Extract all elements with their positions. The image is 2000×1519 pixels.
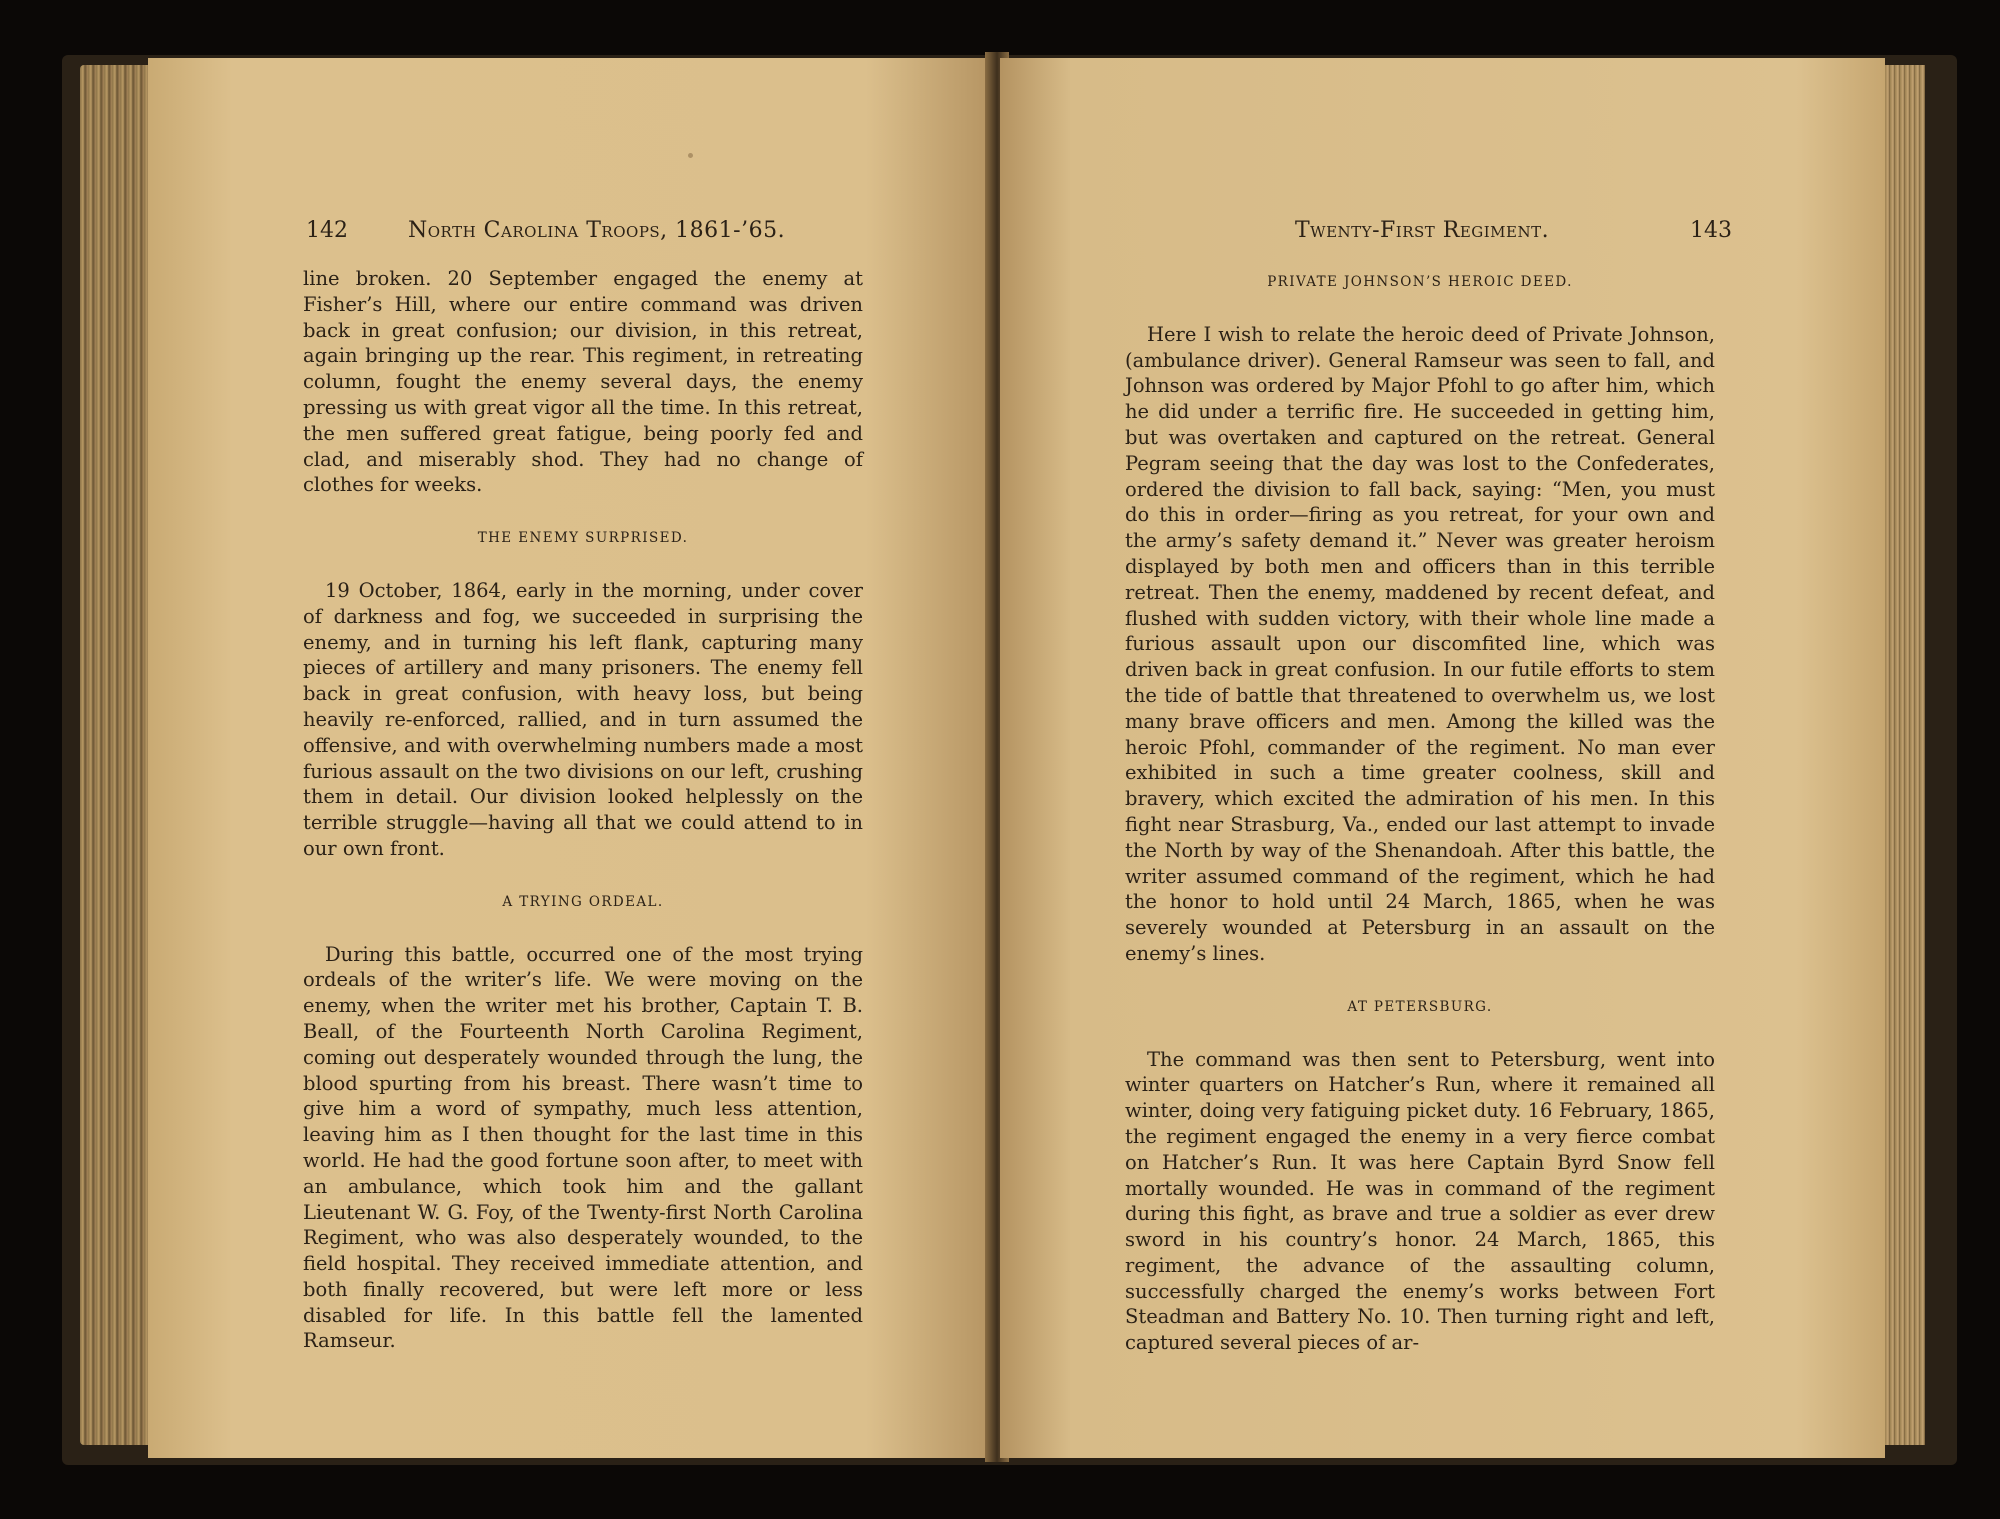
left-paragraph-1: line broken. 20 September engaged the enemy at Fisher’s Hill, where our entire command was driven back in great confusion; our division, in this retreat, again bringing up the rear. This regiment, in retreating column, fought the enemy several days, the enemy pressing us with great vigor all the time. In this retreat, the men suffered great fatigue, being poorly fed and clad, and miserably shod. They had no change of clothes for weeks.	[303, 267, 863, 497]
right-paragraph-2: The command was then sent to Petersburg, went into winter quarters on Hatcher’s Run, where it remained all winter, doing very fatiguing picket duty. 16 February, 1865, the regiment engaged the enemy in a very fierce combat on Hatcher’s Run. It was here Captain Byrd Snow fell mortally wounded. He was in command of the regiment during this fight, as brave and true a soldier as ever drew sword in his country’s honor. 24 March, 1865, this regiment, the advance of the assaulting column, successfully charged the enemy’s works between Fort Steadman and Battery No. 10. Then turning right and left, captured several pieces of ar-	[1125, 1047, 1715, 1355]
left-text-block	[303, 266, 863, 1354]
right-text-block	[1125, 270, 1715, 1356]
right-running-head	[1000, 218, 1885, 258]
heading-enemy-surprised: THE ENEMY SURPRISED.	[477, 530, 689, 547]
page-edges-left	[80, 65, 155, 1445]
heading-at-petersburg: AT PETERSBURG.	[1347, 998, 1493, 1015]
left-paragraph-2: 19 October, 1864, early in the morning, under cover of darkness and fog, we succeeded in surprising the enemy, and in turning his left flank, capturing many pieces of artillery and many prisoners. The enemy fell back in great confusion, with heavy loss, but being heavily re-enforced, rallied, and in turn assumed the offensive, and with overwhelming numbers made a most furious assault on the two divisions on our left, crushing them in detail. Our division looked helplessly on the terrible struggle—having all that we could attend to in our own front.	[303, 578, 863, 860]
right-page-number: 143	[1690, 218, 1732, 243]
right-paragraph-1: Here I wish to relate the heroic deed of Private Johnson, (ambulance driver). General Ramseur was seen to fall, and Johnson was ordered by Major Pfohl to go after him, which he did under a terrific fire. He succeeded in getting him, but was overtaken and captured on the retreat. General Pegram seeing that the day was lost to the Confederates, ordered the division to fall back, saying: “Men, you must do this in order—firing as you retreat, for your own and the army’s safety demand it.” Never was greater heroism displayed by both men and officers than in this terrible retreat. Then the enemy, maddened by recent defeat, and flushed with sudden victory, with their whole line made a furious assault upon our discomfited line, which was driven back in great confusion. In our futile efforts to stem the tide of battle that threatened to overwhelm us, we lost many brave officers and men. Among the killed was the heroic Pfohl, commander of the regiment. No man ever exhibited in such a time greater coolness, skill and bravery, which excited the admiration of his men. In this fight near Strasburg, Va., ended our last attempt to invade the North by way of the Shenandoah. After this battle, the writer assumed command of the regiment, which he had the honor to hold until 24 March, 1865, when he was severely wounded at Petersburg in an assault on the enemy’s lines.	[1125, 322, 1715, 965]
left-paragraph-3: During this battle, occurred one of the most trying ordeals of the writer’s life. We were moving on the enemy, when the writer met his brother, Captain T. B. Beall, of the Fourteenth North Carolina Regiment, coming out desperately wounded through the lung, the blood spurting from his breast. There wasn’t time to give him a word of sympathy, much less attention, leaving him as I then thought for the last time in this world. He had the good fortune soon after, to meet with an ambulance, which took him and the gallant Lieutenant W. G. Foy, of the Twenty-first North Carolina Regiment, who was also desperately wounded, to the field hospital. They received immediate attention, and both finally recovered, but were left more or less disabled for life. In this battle fell the lamented Ramseur.	[303, 942, 863, 1353]
left-running-title: North Carolina Troops, 1861-’65.	[408, 218, 786, 243]
right-running-title: Twenty-First Regiment.	[1295, 218, 1550, 243]
heading-trying-ordeal: A TRYING ORDEAL.	[502, 893, 664, 910]
paper-spot	[688, 153, 693, 158]
page-edges-right	[1880, 65, 1925, 1445]
heading-private-johnson: PRIVATE JOHNSON’S HEROIC DEED.	[1267, 274, 1573, 290]
right-page	[1000, 58, 1885, 1458]
left-running-head	[148, 218, 993, 258]
left-page	[148, 58, 993, 1458]
left-page-number: 142	[306, 218, 348, 243]
